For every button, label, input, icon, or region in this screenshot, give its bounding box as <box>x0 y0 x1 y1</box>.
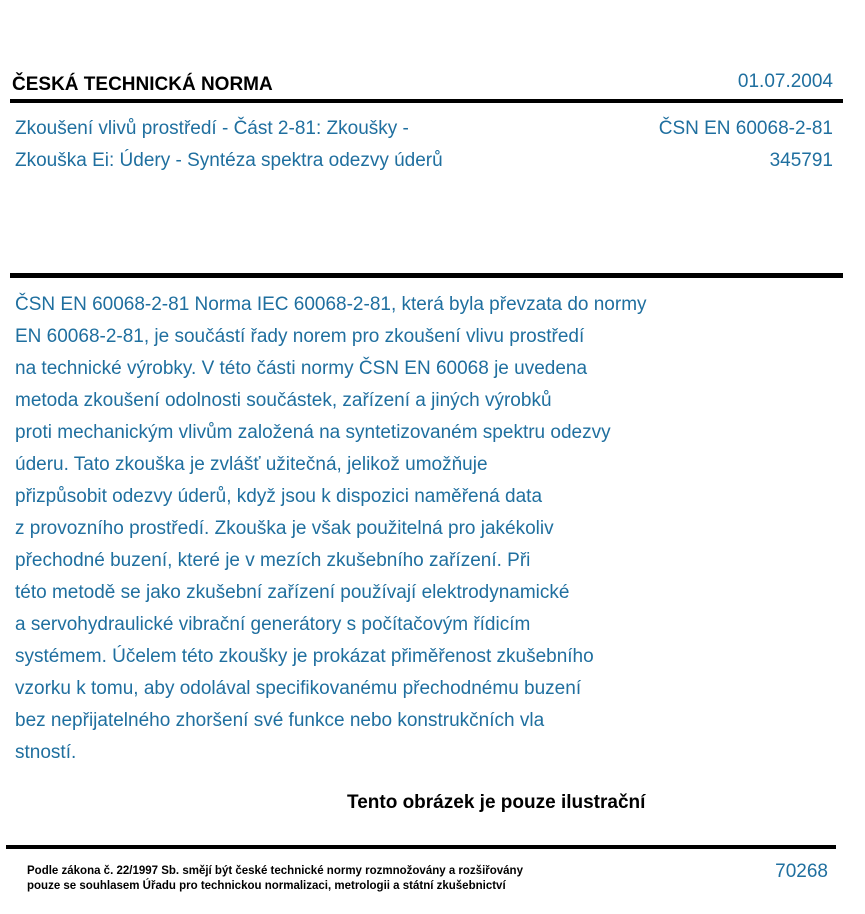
standard-title-line-1: Zkoušení vlivů prostředí - Část 2-81: Zkoušky - <box>15 118 409 139</box>
publication-date: 01.07.2004 <box>737 71 833 92</box>
abstract-line: z provozního prostředí. Zkouška je však použitelná pro jakékoliv <box>15 518 554 539</box>
standard-title-line-2: Zkouška Ei: Údery - Syntéza spektra odezvy úderů <box>15 150 443 171</box>
legal-notice-line: pouze se souhlasem Úřadu pro technickou normalizaci, metrologii a státní zkušebnictví <box>27 880 506 892</box>
abstract-line: proti mechanickým vlivům založená na syntetizovaném spektru odezvy <box>15 422 611 443</box>
abstract-line: systémem. Účelem této zkoušky je prokázat přiměřenost zkušebního <box>15 646 594 667</box>
document-number: 70268 <box>775 861 828 882</box>
abstract-line: EN 60068-2-81, je součástí řady norem pro zkoušení vlivu prostředí <box>15 326 585 347</box>
abstract-line: stností. <box>15 742 77 763</box>
classification-number: 345791 <box>769 150 833 171</box>
abstract-line: přizpůsobit odezvy úderů, když jsou k dispozici naměřená data <box>15 486 543 507</box>
abstract-line: na technické výrobky. V této části normy ČSN EN 60068 je uvedena <box>15 358 588 379</box>
standard-code: ČSN EN 60068-2-81 <box>658 118 833 139</box>
abstract-line: této metodě se jako zkušební zařízení používají elektrodynamické <box>15 582 570 603</box>
abstract-line: ČSN EN 60068-2-81 Norma IEC 60068-2-81, která byla převzata do normy <box>15 294 647 315</box>
legal-notice <box>27 864 523 894</box>
standard-header-title: ČESKÁ TECHNICKÁ NORMA <box>12 74 273 95</box>
abstract-line: bez nepřijatelného zhoršení své funkce nebo konstrukčních vla <box>15 710 545 731</box>
abstract-text <box>15 289 755 769</box>
illustration-note: Tento obrázek je pouze ilustrační <box>347 792 646 813</box>
abstract-line: a servohydraulické vibrační generátory s počítačovým řídicím <box>15 614 531 635</box>
abstract-line: vzorku k tomu, aby odolával specifikovanému přechodnému buzení <box>15 678 582 699</box>
abstract-line: přechodné buzení, které je v mezích zkušebního zařízení. Při <box>15 550 531 571</box>
legal-notice-line: Podle zákona č. 22/1997 Sb. smějí být české technické normy rozmnožovány a rozšiřovány <box>27 865 523 877</box>
abstract-line: úderu. Tato zkouška je zvlášť užitečná, jelikož umožňuje <box>15 454 488 475</box>
section-divider <box>10 273 843 278</box>
abstract-line: metoda zkoušení odolnosti součástek, zařízení a jiných výrobků <box>15 390 552 411</box>
header-divider <box>10 99 843 103</box>
footer-divider <box>6 845 836 849</box>
